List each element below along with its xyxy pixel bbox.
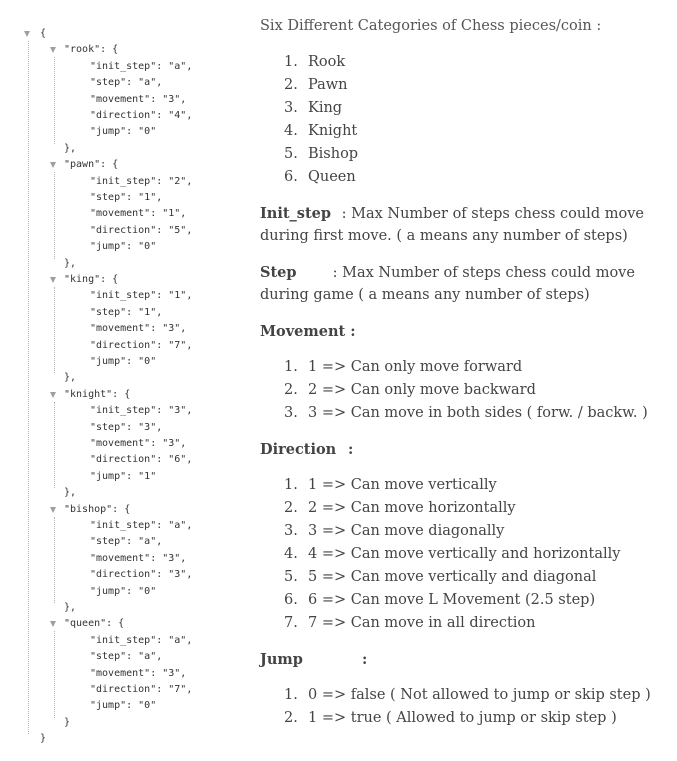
tree-property: "direction": "7", [90,339,193,351]
tree-property: "direction": "7", [90,684,193,695]
init-step-description-cont: during first move. ( a means any number of steps) [260,228,628,244]
tree-node-king: "king": { [64,274,119,285]
collapse-toggle-icon[interactable] [50,47,56,53]
init-step-label: Init_step [260,205,332,222]
list-item: 3. 3 => Can move diagonally [284,523,505,539]
collapse-toggle-icon[interactable] [50,507,56,513]
list-item: 6. 6 => Can move L Movement (2.5 step) [284,592,596,608]
tree-node-close: }, [64,372,77,384]
tree-property: "jump": "0" [90,241,157,253]
tree-node-close: } [64,716,71,728]
tree-property: "jump": "0" [90,585,157,597]
indent-guide [54,402,55,488]
direction-heading: Direction : [260,441,354,458]
tree-property: "init_step": "a", [90,60,193,72]
tree-property: "init_step": "1", [90,290,193,302]
tree-property: "step": "a", [90,536,163,548]
collapse-toggle-icon[interactable] [24,31,30,37]
list-item: 2. 2 => Can move horizontally [284,500,516,516]
indent-guide [54,287,55,373]
tree-node-pawn: "pawn": { [64,159,119,171]
indent-guide [54,631,55,717]
tree-property: "movement": "1", [90,208,187,220]
tree-property: "movement": "3", [90,323,187,335]
tree-node-queen: "queen": { [64,618,125,630]
collapse-toggle-icon[interactable] [50,621,56,627]
documentation-panel [260,0,670,761]
tree-property: "init_step": "2", [90,175,193,187]
tree-property: "init_step": "a", [90,634,193,646]
list-item: 1. 1 => Can only move forward [284,359,523,375]
json-tree-view [0,0,250,761]
tree-property: "direction": "4", [90,110,193,121]
movement-heading: Movement : [260,323,356,340]
step-description-cont: during game ( a means any number of steps) [260,287,590,303]
tree-property: "init_step": "a", [90,520,193,531]
indent-guide [28,41,29,734]
tree-property: "step": "a", [90,77,163,89]
tree-node-close: }, [64,142,77,154]
tree-property: "step": "1", [90,306,163,318]
collapse-toggle-icon[interactable] [50,392,56,398]
list-item: 1. 0 => false ( Not allowed to jump or skip step ) [284,687,651,703]
init-step-description: Init_step : Max Number of steps chess could move [260,205,644,222]
tree-property: "jump": "0" [90,126,157,138]
list-item: 5. 5 => Can move vertically and diagonal [284,569,597,585]
root-close-brace: } [40,733,47,745]
tree-node-close: }, [64,257,77,269]
list-item: 2. 2 => Can only move backward [284,382,536,398]
jump-heading: Jump : [260,651,368,668]
tree-property: "jump": "1" [90,470,157,482]
tree-node-close: }, [64,487,77,499]
tree-node-close: }, [64,602,77,613]
tree-property: "movement": "3", [90,93,187,105]
root-open-brace: { [40,28,47,39]
collapse-toggle-icon[interactable] [50,277,56,283]
indent-guide [54,57,55,143]
collapse-toggle-icon[interactable] [50,162,56,168]
tree-property: "step": "1", [90,192,163,203]
tree-node-rook: "rook": { [64,44,119,56]
step-label: Step [260,264,297,281]
list-item: 6. Queen [284,169,356,185]
list-item: 1. 1 => Can move vertically [284,477,497,493]
tree-property: "movement": "3", [90,438,187,449]
tree-property: "direction": "5", [90,224,193,236]
tree-property: "init_step": "3", [90,405,193,417]
tree-property: "movement": "3", [90,667,187,679]
tree-property: "movement": "3", [90,552,187,564]
tree-property: "step": "3", [90,421,163,433]
list-item: 5. Bishop [284,146,359,162]
tree-property: "jump": "0" [90,700,157,712]
tree-property: "direction": "6", [90,454,193,466]
tree-property: "jump": "0" [90,356,157,367]
list-item: 3. King [284,100,343,116]
list-item: 2. 1 => true ( Allowed to jump or skip step ) [284,710,617,726]
tree-property: "step": "a", [90,651,163,663]
list-item: 4. Knight [284,123,358,139]
step-description: Step : Max Number of steps chess could move [260,264,635,281]
tree-node-bishop: "bishop": { [64,503,131,515]
list-item: 3. 3 => Can move in both sides ( forw. / backw. ) [284,405,648,421]
indent-guide [54,517,55,603]
indent-guide [54,172,55,258]
doc-title: Six Different Categories of Chess pieces/coin : [260,18,602,34]
list-item: 7. 7 => Can move in all direction [284,615,536,631]
tree-node-knight: "knight": { [64,388,131,400]
list-item: 4. 4 => Can move vertically and horizontally [284,546,621,562]
list-item: 2. Pawn [284,77,348,93]
list-item: 1. Rook [284,54,346,70]
tree-property: "direction": "3", [90,569,193,581]
